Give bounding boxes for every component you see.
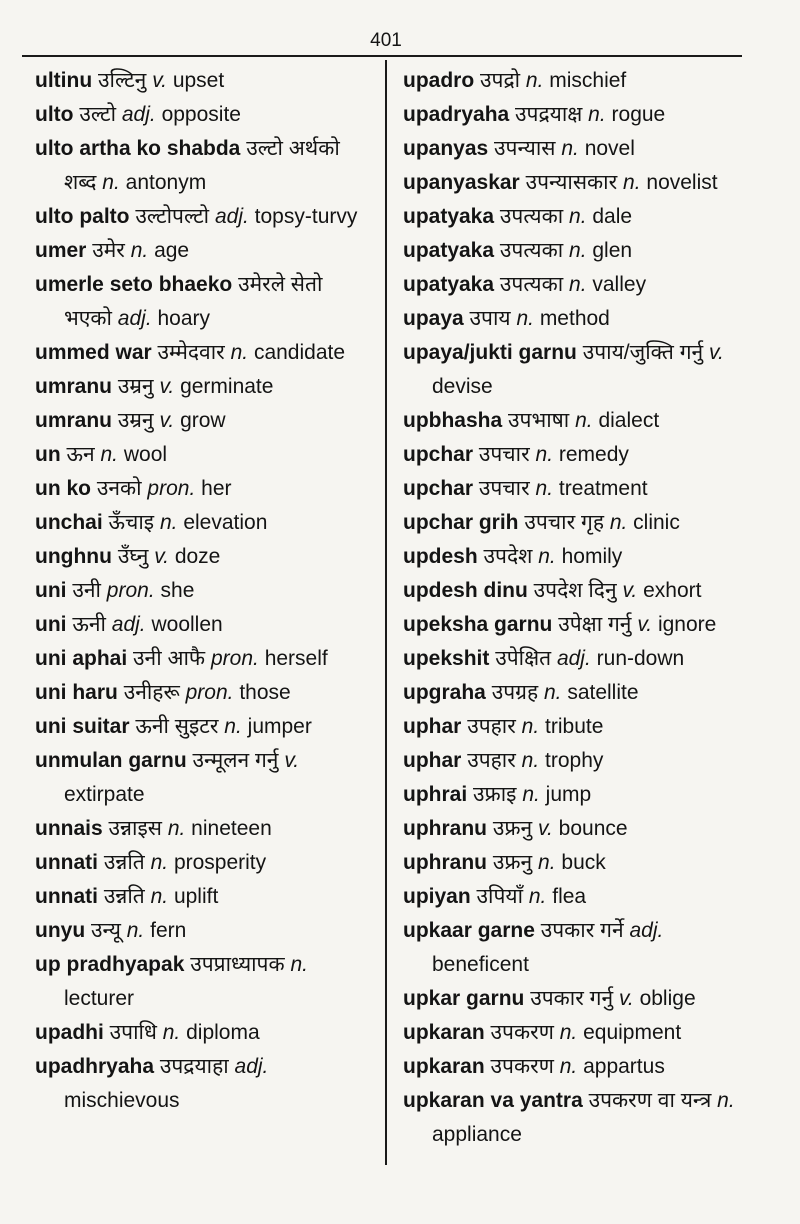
headword: upekshit bbox=[403, 647, 490, 670]
english-gloss: doze bbox=[174, 545, 221, 568]
headword: unmulan garnu bbox=[35, 749, 187, 772]
english-gloss: prosperity bbox=[173, 851, 267, 874]
english-gloss: appliance bbox=[432, 1123, 522, 1146]
dictionary-entry bbox=[35, 404, 373, 438]
dictionary-entry bbox=[403, 914, 748, 982]
nepali-term: उपहार bbox=[467, 749, 516, 772]
nepali-term: उफ्राइ bbox=[473, 783, 517, 806]
english-gloss: herself bbox=[264, 647, 328, 670]
dictionary-entry bbox=[403, 506, 748, 540]
part-of-speech: n. bbox=[569, 239, 587, 262]
headword: umerle seto bhaeko bbox=[35, 273, 233, 296]
part-of-speech: adj. bbox=[556, 647, 591, 670]
nepali-term: उपाय/जुक्ति गर्नु bbox=[582, 341, 704, 364]
headword: uphranu bbox=[403, 851, 487, 874]
nepali-term: ऊनी सुइटर bbox=[135, 715, 219, 738]
dictionary-entry bbox=[35, 744, 373, 812]
english-gloss: equipment bbox=[583, 1021, 682, 1044]
nepali-term: उपचार bbox=[478, 477, 530, 500]
headword: upadhi bbox=[35, 1021, 104, 1044]
headword: uni bbox=[35, 613, 67, 636]
part-of-speech: v. bbox=[618, 987, 634, 1010]
nepali-term: उम्रनु bbox=[117, 409, 154, 432]
english-gloss: run-down bbox=[596, 647, 685, 670]
english-gloss: oblige bbox=[639, 987, 696, 1010]
english-gloss: trophy bbox=[545, 749, 604, 772]
headword: up pradhyapak bbox=[35, 953, 185, 976]
headword: upatyaka bbox=[403, 205, 495, 228]
part-of-speech: n. bbox=[575, 409, 593, 432]
nepali-term: उँघ्नु bbox=[117, 545, 149, 568]
headword: umranu bbox=[35, 375, 113, 398]
english-gloss: satellite bbox=[567, 681, 639, 704]
headword: upanyaskar bbox=[403, 171, 520, 194]
english-gloss: extirpate bbox=[64, 783, 145, 806]
english-gloss: buck bbox=[561, 851, 606, 874]
part-of-speech: n. bbox=[126, 919, 145, 942]
headword: unchai bbox=[35, 511, 103, 534]
english-gloss: diploma bbox=[186, 1021, 260, 1044]
dictionary-entry bbox=[403, 642, 748, 676]
nepali-term: ऊनी bbox=[72, 613, 106, 636]
part-of-speech: n. bbox=[290, 953, 308, 976]
headword: updesh bbox=[403, 545, 478, 568]
part-of-speech: n. bbox=[162, 1021, 181, 1044]
right-column bbox=[403, 64, 748, 1152]
left-column bbox=[35, 64, 373, 1118]
nepali-term: उपकरण bbox=[490, 1021, 554, 1044]
nepali-term: उपद्रयाक्ष bbox=[515, 103, 583, 126]
part-of-speech: n. bbox=[102, 171, 120, 194]
english-gloss: mischievous bbox=[64, 1089, 180, 1112]
nepali-term: उपकार गर्नु bbox=[530, 987, 614, 1010]
part-of-speech: n. bbox=[521, 715, 540, 738]
headword: updesh dinu bbox=[403, 579, 528, 602]
part-of-speech: v. bbox=[154, 545, 169, 568]
english-gloss: mischief bbox=[549, 69, 627, 92]
headword: upeksha garnu bbox=[403, 613, 553, 636]
part-of-speech: n. bbox=[522, 783, 540, 806]
part-of-speech: adj. bbox=[214, 205, 249, 228]
nepali-term: उपकरण वा यन्त्र bbox=[588, 1089, 712, 1112]
part-of-speech: v. bbox=[284, 749, 300, 772]
part-of-speech: n. bbox=[717, 1089, 735, 1112]
english-gloss: age bbox=[154, 239, 190, 262]
dictionary-entry bbox=[35, 98, 373, 132]
part-of-speech: adj. bbox=[121, 103, 156, 126]
dictionary-entry bbox=[35, 914, 373, 948]
dictionary-entry bbox=[35, 948, 373, 1016]
part-of-speech: v. bbox=[538, 817, 553, 840]
part-of-speech: v. bbox=[152, 69, 167, 92]
english-gloss: wool bbox=[123, 443, 168, 466]
part-of-speech: n. bbox=[100, 443, 118, 466]
dictionary-entry bbox=[35, 132, 373, 200]
headword: ulto palto bbox=[35, 205, 130, 228]
nepali-term: उपत्यका bbox=[499, 239, 564, 262]
dictionary-entry bbox=[35, 506, 373, 540]
dictionary-entry bbox=[35, 608, 373, 642]
part-of-speech: v. bbox=[159, 375, 175, 398]
headword: un ko bbox=[35, 477, 91, 500]
dictionary-entry bbox=[35, 1016, 373, 1050]
part-of-speech: n. bbox=[623, 171, 641, 194]
headword: upatyaka bbox=[403, 239, 495, 262]
headword: unghnu bbox=[35, 545, 112, 568]
dictionary-entry bbox=[403, 132, 748, 166]
nepali-term: ऊँचाइ bbox=[108, 511, 155, 534]
part-of-speech: n. bbox=[569, 205, 587, 228]
dictionary-entry bbox=[403, 982, 748, 1016]
part-of-speech: n. bbox=[528, 885, 547, 908]
nepali-term: ऊन bbox=[66, 443, 95, 466]
part-of-speech: n. bbox=[130, 239, 149, 262]
english-gloss: those bbox=[239, 681, 291, 704]
english-gloss: dale bbox=[592, 205, 633, 228]
headword: upkaar garne bbox=[403, 919, 535, 942]
headword: upatyaka bbox=[403, 273, 495, 296]
part-of-speech: n. bbox=[159, 511, 178, 534]
nepali-term: उपकार गर्ने bbox=[540, 919, 624, 942]
dictionary-entry bbox=[403, 676, 748, 710]
nepali-term: उपेक्षा गर्नु bbox=[558, 613, 632, 636]
english-gloss: ignore bbox=[657, 613, 717, 636]
headword: ultinu bbox=[35, 69, 93, 92]
headword: ulto bbox=[35, 103, 74, 126]
dictionary-entry bbox=[403, 778, 748, 812]
headword: unnati bbox=[35, 851, 98, 874]
english-gloss: upset bbox=[172, 69, 225, 92]
english-gloss: beneficent bbox=[432, 953, 529, 976]
english-gloss: opposite bbox=[161, 103, 241, 126]
nepali-term: उपहार bbox=[467, 715, 516, 738]
part-of-speech: n. bbox=[525, 69, 544, 92]
dictionary-entry bbox=[403, 608, 748, 642]
english-gloss: antonym bbox=[125, 171, 207, 194]
headword: unyu bbox=[35, 919, 86, 942]
dictionary-entry bbox=[403, 472, 748, 506]
headword: un bbox=[35, 443, 61, 466]
nepali-term: उपियाँ bbox=[476, 885, 524, 908]
headword: upkar garnu bbox=[403, 987, 525, 1010]
part-of-speech: n. bbox=[561, 137, 579, 160]
dictionary-entry bbox=[403, 744, 748, 778]
dictionary-entry bbox=[403, 846, 748, 880]
headword: uphranu bbox=[403, 817, 487, 840]
part-of-speech: adj. bbox=[117, 307, 152, 330]
nepali-term: उपदेश bbox=[483, 545, 533, 568]
nepali-term: उपकरण bbox=[490, 1055, 554, 1078]
part-of-speech: n. bbox=[588, 103, 606, 126]
dictionary-entry bbox=[403, 438, 748, 472]
dictionary-entry bbox=[35, 710, 373, 744]
headword: unnais bbox=[35, 817, 103, 840]
nepali-term: उन्नाइस bbox=[108, 817, 162, 840]
dictionary-entry bbox=[35, 642, 373, 676]
headword: upchar bbox=[403, 477, 474, 500]
nepali-term: उन्नति bbox=[103, 885, 145, 908]
dictionary-entry bbox=[403, 574, 748, 608]
headword: upaya/jukti garnu bbox=[403, 341, 577, 364]
english-gloss: rogue bbox=[611, 103, 666, 126]
english-gloss: glen bbox=[592, 239, 633, 262]
nepali-term: उपेक्षित bbox=[495, 647, 552, 670]
nepali-term: उपद्रो bbox=[480, 69, 521, 92]
nepali-term: उनको bbox=[96, 477, 142, 500]
english-gloss: tribute bbox=[545, 715, 604, 738]
nepali-term: उपाय bbox=[469, 307, 511, 330]
headword: upadro bbox=[403, 69, 475, 92]
headword: upkaran bbox=[403, 1055, 485, 1078]
part-of-speech: n. bbox=[538, 851, 556, 874]
nepali-term: उपचार गृह bbox=[524, 511, 604, 534]
nepali-term: उपचार bbox=[478, 443, 530, 466]
dictionary-entry bbox=[403, 336, 748, 404]
dictionary-entry bbox=[403, 710, 748, 744]
headword: uni haru bbox=[35, 681, 118, 704]
nepali-term: उपभाषा bbox=[508, 409, 570, 432]
nepali-term: उपत्यका bbox=[499, 205, 564, 228]
english-gloss: valley bbox=[592, 273, 647, 296]
nepali-term: उल्टो bbox=[79, 103, 117, 126]
dictionary-entry bbox=[35, 336, 373, 370]
dictionary-entry bbox=[403, 880, 748, 914]
nepali-term: उपदेश दिनु bbox=[533, 579, 617, 602]
english-gloss: treatment bbox=[558, 477, 648, 500]
english-gloss: nineteen bbox=[191, 817, 272, 840]
english-gloss: novelist bbox=[646, 171, 718, 194]
dictionary-entry bbox=[403, 302, 748, 336]
part-of-speech: n. bbox=[559, 1055, 578, 1078]
headword: upadryaha bbox=[403, 103, 510, 126]
dictionary-entry bbox=[35, 234, 373, 268]
dictionary-entry bbox=[35, 370, 373, 404]
headword: ulto artha ko shabda bbox=[35, 137, 241, 160]
part-of-speech: n. bbox=[516, 307, 534, 330]
nepali-term: उफ्रनु bbox=[492, 851, 533, 874]
part-of-speech: n. bbox=[230, 341, 249, 364]
dictionary-entry bbox=[35, 880, 373, 914]
dictionary-entry bbox=[35, 268, 373, 336]
part-of-speech: n. bbox=[538, 545, 556, 568]
english-gloss: dialect bbox=[598, 409, 660, 432]
english-gloss: grow bbox=[180, 409, 226, 432]
dictionary-entry bbox=[35, 1050, 373, 1118]
part-of-speech: v. bbox=[709, 341, 724, 364]
part-of-speech: n. bbox=[569, 273, 587, 296]
headword: unnati bbox=[35, 885, 98, 908]
dictionary-entry bbox=[403, 812, 748, 846]
nepali-term: उमेर bbox=[92, 239, 125, 262]
part-of-speech: v. bbox=[622, 579, 638, 602]
headword: umer bbox=[35, 239, 87, 262]
english-gloss: homily bbox=[561, 545, 623, 568]
nepali-term: उमेरले सेतो भएको bbox=[64, 273, 323, 330]
headword: upiyan bbox=[403, 885, 471, 908]
english-gloss: jumper bbox=[247, 715, 312, 738]
nepali-term: उपप्राध्यापक bbox=[190, 953, 285, 976]
part-of-speech: adj. bbox=[111, 613, 146, 636]
dictionary-entry bbox=[403, 64, 748, 98]
part-of-speech: pron. bbox=[147, 477, 196, 500]
part-of-speech: n. bbox=[543, 681, 562, 704]
nepali-term: उपन्यास bbox=[494, 137, 556, 160]
dictionary-entry bbox=[35, 472, 373, 506]
nepali-term: उपन्यासकार bbox=[525, 171, 618, 194]
part-of-speech: pron. bbox=[185, 681, 234, 704]
dictionary-entry bbox=[35, 846, 373, 880]
headword: upanyas bbox=[403, 137, 489, 160]
english-gloss: devise bbox=[432, 375, 493, 398]
english-gloss: hoary bbox=[157, 307, 211, 330]
nepali-term: उपत्यका bbox=[499, 273, 564, 296]
headword: umranu bbox=[35, 409, 113, 432]
dictionary-entry bbox=[403, 268, 748, 302]
nepali-term: उपाधि bbox=[109, 1021, 157, 1044]
headword: upadhryaha bbox=[35, 1055, 155, 1078]
part-of-speech: pron. bbox=[210, 647, 259, 670]
nepali-term: उन्मूलन गर्नु bbox=[192, 749, 279, 772]
headword: upchar grih bbox=[403, 511, 519, 534]
part-of-speech: pron. bbox=[106, 579, 155, 602]
english-gloss: exhort bbox=[643, 579, 702, 602]
nepali-term: उल्टो अर्थको शब्द bbox=[64, 137, 340, 194]
english-gloss: topsy-turvy bbox=[254, 205, 358, 228]
english-gloss: elevation bbox=[183, 511, 268, 534]
dictionary-entry bbox=[403, 1016, 748, 1050]
headword: uni suitar bbox=[35, 715, 130, 738]
headword: uphar bbox=[403, 715, 462, 738]
part-of-speech: n. bbox=[609, 511, 628, 534]
dictionary-entry bbox=[403, 98, 748, 132]
nepali-term: उन्नति bbox=[103, 851, 145, 874]
page-number: 401 bbox=[370, 30, 402, 51]
nepali-term: उन्यू bbox=[91, 919, 121, 942]
english-gloss: flea bbox=[552, 885, 587, 908]
english-gloss: jump bbox=[545, 783, 592, 806]
nepali-term: उनी आफै bbox=[133, 647, 206, 670]
dictionary-entry bbox=[35, 676, 373, 710]
nepali-term: उनीहरू bbox=[123, 681, 180, 704]
headword: uni aphai bbox=[35, 647, 128, 670]
english-gloss: bounce bbox=[558, 817, 628, 840]
dictionary-entry bbox=[403, 404, 748, 438]
part-of-speech: v. bbox=[159, 409, 175, 432]
part-of-speech: n. bbox=[224, 715, 242, 738]
english-gloss: clinic bbox=[633, 511, 680, 534]
part-of-speech: v. bbox=[637, 613, 653, 636]
part-of-speech: n. bbox=[535, 443, 554, 466]
part-of-speech: n. bbox=[535, 477, 554, 500]
english-gloss: fern bbox=[150, 919, 187, 942]
headword: upchar bbox=[403, 443, 474, 466]
part-of-speech: adj. bbox=[234, 1055, 269, 1078]
english-gloss: novel bbox=[584, 137, 635, 160]
english-gloss: she bbox=[160, 579, 195, 602]
part-of-speech: n. bbox=[150, 885, 169, 908]
headword: ummed war bbox=[35, 341, 152, 364]
header-rule bbox=[22, 55, 742, 57]
part-of-speech: n. bbox=[521, 749, 540, 772]
headword: upaya bbox=[403, 307, 464, 330]
part-of-speech: adj. bbox=[629, 919, 664, 942]
part-of-speech: n. bbox=[559, 1021, 578, 1044]
headword: uphar bbox=[403, 749, 462, 772]
english-gloss: her bbox=[201, 477, 232, 500]
dictionary-entry bbox=[35, 438, 373, 472]
dictionary-entry bbox=[403, 234, 748, 268]
nepali-term: उफ्रनु bbox=[492, 817, 533, 840]
headword: uni bbox=[35, 579, 67, 602]
dictionary-entry bbox=[35, 200, 373, 234]
english-gloss: lecturer bbox=[64, 987, 135, 1010]
dictionary-entry bbox=[35, 540, 373, 574]
column-divider bbox=[385, 60, 387, 1165]
english-gloss: woollen bbox=[151, 613, 223, 636]
dictionary-entry bbox=[35, 64, 373, 98]
headword: uphrai bbox=[403, 783, 468, 806]
nepali-term: उनी bbox=[72, 579, 101, 602]
english-gloss: germinate bbox=[180, 375, 274, 398]
english-gloss: method bbox=[539, 307, 610, 330]
nepali-term: उपद्रयाहा bbox=[159, 1055, 229, 1078]
dictionary-entry bbox=[35, 574, 373, 608]
part-of-speech: n. bbox=[167, 817, 186, 840]
dictionary-entry bbox=[403, 540, 748, 574]
headword: upkaran bbox=[403, 1021, 485, 1044]
dictionary-entry bbox=[35, 812, 373, 846]
nepali-term: उल्टिनु bbox=[98, 69, 147, 92]
part-of-speech: n. bbox=[150, 851, 169, 874]
nepali-term: उल्टोपल्टो bbox=[135, 205, 210, 228]
dictionary-entry bbox=[403, 1084, 748, 1152]
headword: upbhasha bbox=[403, 409, 503, 432]
dictionary-entry bbox=[403, 200, 748, 234]
headword: upgraha bbox=[403, 681, 486, 704]
nepali-term: उम्रनु bbox=[117, 375, 154, 398]
nepali-term: उपग्रह bbox=[491, 681, 539, 704]
dictionary-entry bbox=[403, 1050, 748, 1084]
english-gloss: remedy bbox=[558, 443, 629, 466]
english-gloss: appartus bbox=[583, 1055, 665, 1078]
english-gloss: uplift bbox=[173, 885, 219, 908]
nepali-term: उम्मेदवार bbox=[157, 341, 225, 364]
headword: upkaran va yantra bbox=[403, 1089, 583, 1112]
english-gloss: candidate bbox=[253, 341, 346, 364]
dictionary-entry bbox=[403, 166, 748, 200]
